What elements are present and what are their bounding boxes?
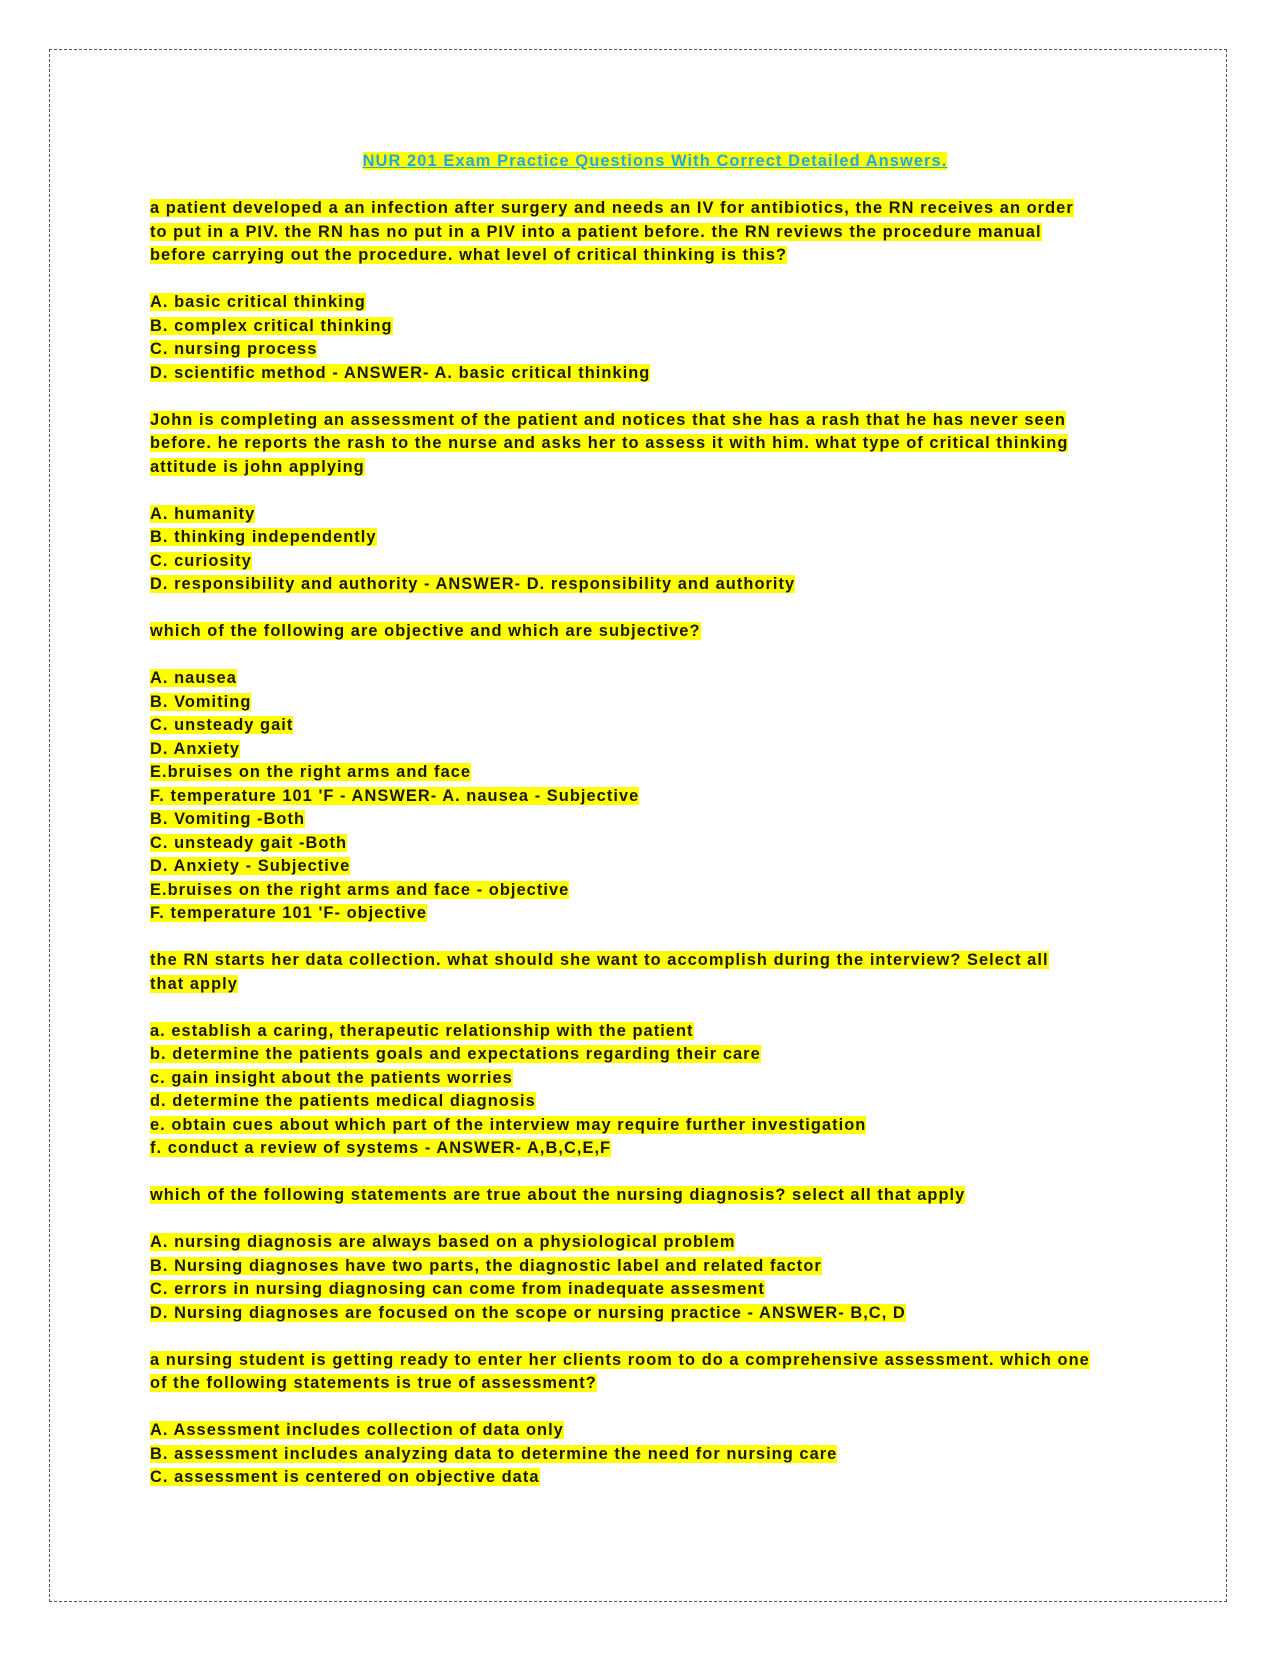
text-line — [150, 550, 1130, 574]
highlighted-text: d. determine the patients medical diagnosis — [150, 1092, 536, 1110]
paragraph-block — [150, 1349, 1130, 1396]
highlighted-text: C. assessment is centered on objective data — [150, 1468, 540, 1486]
paragraph-gap — [150, 385, 1130, 409]
text-line — [150, 1466, 1130, 1490]
text-line — [150, 1137, 1130, 1161]
highlighted-text: attitude is john applying — [150, 457, 365, 476]
text-line — [150, 1419, 1130, 1443]
text-line — [150, 855, 1130, 879]
text-line — [150, 808, 1130, 832]
text-line — [150, 1184, 1130, 1208]
paragraph-gap — [150, 1208, 1130, 1232]
text-line — [150, 879, 1130, 903]
text-line — [150, 738, 1130, 762]
highlighted-text: D. Anxiety - Subjective — [150, 857, 351, 875]
highlighted-text: A. humanity — [150, 504, 256, 523]
text-line — [150, 761, 1130, 785]
text-line — [150, 503, 1130, 527]
text-line — [150, 291, 1130, 315]
text-line — [150, 244, 1130, 268]
highlighted-text: E.bruises on the right arms and face - objective — [150, 880, 570, 899]
paragraph-gap — [150, 996, 1130, 1020]
text-line — [150, 526, 1130, 550]
paragraph-gap — [150, 1325, 1130, 1349]
text-line — [150, 1231, 1130, 1255]
text-line — [150, 714, 1130, 738]
highlighted-text: before. he reports the rash to the nurse and asks her to assess it with him. what type of critical thinking — [150, 434, 1069, 452]
paragraph-block — [150, 667, 1130, 926]
text-line — [150, 1349, 1130, 1373]
text-line — [150, 1090, 1130, 1114]
paragraph-block — [150, 291, 1130, 385]
highlighted-text: the RN starts her data collection. what should she want to accomplish during the interview? Select all — [150, 951, 1049, 969]
highlighted-text: f. conduct a review of systems - ANSWER- A,B,C,E,F — [150, 1139, 612, 1157]
highlighted-text: B. Vomiting — [150, 692, 252, 711]
paragraph-block — [150, 197, 1130, 268]
paragraph-block — [150, 409, 1130, 480]
document-title — [180, 150, 1130, 174]
highlighted-text: b. determine the patients goals and expectations regarding their care — [150, 1045, 761, 1063]
highlighted-text: B. assessment includes analyzing data to determine the need for nursing care — [150, 1444, 838, 1463]
text-line — [150, 456, 1130, 480]
paragraph-gap — [150, 479, 1130, 503]
text-line — [150, 315, 1130, 339]
text-line — [150, 1302, 1130, 1326]
highlighted-text: before carrying out the procedure. what level of critical thinking is this? — [150, 246, 788, 264]
paragraph-gap — [150, 926, 1130, 950]
highlighted-text: c. gain insight about the patients worries — [150, 1068, 513, 1087]
text-line — [150, 785, 1130, 809]
highlighted-text: to put in a PIV. the RN has no put in a PIV into a patient before. the RN reviews the procedure manual — [150, 222, 1042, 241]
highlighted-text: a patient developed a an infection after surgery and needs an IV for antibiotics, the RN receives an order — [150, 199, 1074, 217]
paragraph-block — [150, 949, 1130, 996]
highlighted-text: A. basic critical thinking — [150, 293, 366, 311]
text-line — [150, 1043, 1130, 1067]
text-line — [150, 221, 1130, 245]
highlighted-text: A. Assessment includes collection of data only — [150, 1421, 564, 1439]
paragraph-block — [150, 1231, 1130, 1325]
text-line — [150, 362, 1130, 386]
text-line — [150, 1067, 1130, 1091]
text-line — [150, 409, 1130, 433]
paragraph-block — [150, 1419, 1130, 1490]
highlighted-text: of the following statements is true of assessment? — [150, 1374, 597, 1392]
highlighted-text: a. establish a caring, therapeutic relationship with the patient — [150, 1021, 694, 1040]
text-line — [150, 197, 1130, 221]
highlighted-text: D. responsibility and authority - ANSWER- D. responsibility and authority — [150, 575, 796, 593]
highlighted-text: C. unsteady gait — [150, 716, 294, 734]
highlighted-text: E.bruises on the right arms and face — [150, 763, 472, 781]
text-line — [150, 1443, 1130, 1467]
highlighted-text: A. nausea — [150, 669, 237, 687]
highlighted-text: B. Nursing diagnoses have two parts, the diagnostic label and related factor — [150, 1256, 822, 1275]
paragraph-gap — [150, 644, 1130, 668]
text-line — [150, 573, 1130, 597]
highlighted-text: John is completing an assessment of the patient and notices that she has a rash that he has never seen — [150, 410, 1066, 429]
text-line — [150, 667, 1130, 691]
highlighted-text: that apply — [150, 974, 238, 993]
text-line — [150, 1372, 1130, 1396]
text-line — [150, 1114, 1130, 1138]
highlighted-text: B. Vomiting -Both — [150, 810, 306, 828]
paragraph-gap — [150, 1161, 1130, 1185]
text-line — [150, 902, 1130, 926]
highlighted-text: e. obtain cues about which part of the interview may require further investigation — [150, 1115, 867, 1134]
text-line — [150, 338, 1130, 362]
paragraph-gap — [150, 1396, 1130, 1420]
text-line — [150, 620, 1130, 644]
highlighted-text: C. unsteady gait -Both — [150, 833, 348, 852]
highlighted-text: F. temperature 101 'F- objective — [150, 904, 428, 922]
highlighted-text: B. thinking independently — [150, 528, 377, 546]
highlighted-text: D. Anxiety — [150, 739, 241, 758]
text-line — [150, 432, 1130, 456]
highlighted-text: A. nursing diagnosis are always based on a physiological problem — [150, 1233, 736, 1251]
paragraph-block — [150, 503, 1130, 597]
document-body — [150, 150, 1130, 1490]
paragraph-block — [150, 1020, 1130, 1161]
paragraph-block — [150, 620, 1130, 644]
text-line — [150, 832, 1130, 856]
text-line — [150, 949, 1130, 973]
text-line — [150, 1278, 1130, 1302]
highlighted-text: D. Nursing diagnoses are focused on the scope or nursing practice - ANSWER- B,C, D — [150, 1303, 906, 1322]
highlighted-text: which of the following are objective and which are subjective? — [150, 622, 701, 640]
highlighted-text: F. temperature 101 'F - ANSWER- A. nausea - Subjective — [150, 786, 640, 805]
paragraph-block — [150, 1184, 1130, 1208]
highlighted-text: a nursing student is getting ready to enter her clients room to do a comprehensive assessment. which one — [150, 1350, 1090, 1369]
highlighted-text: D. scientific method - ANSWER- A. basic critical thinking — [150, 363, 651, 382]
highlighted-text: C. errors in nursing diagnosing can come from inadequate assesment — [150, 1280, 765, 1298]
text-line — [150, 973, 1130, 997]
paragraph-gap — [150, 268, 1130, 292]
paragraph-gap — [150, 597, 1130, 621]
highlighted-text: C. curiosity — [150, 551, 252, 570]
text-line — [150, 691, 1130, 715]
text-line — [150, 1255, 1130, 1279]
document-title-text: NUR 201 Exam Practice Questions With Correct Detailed Answers. — [362, 152, 948, 170]
highlighted-text: B. complex critical thinking — [150, 316, 393, 335]
text-line — [150, 1020, 1130, 1044]
highlighted-text: C. nursing process — [150, 340, 318, 358]
highlighted-text: which of the following statements are true about the nursing diagnosis? select all that apply — [150, 1186, 966, 1204]
